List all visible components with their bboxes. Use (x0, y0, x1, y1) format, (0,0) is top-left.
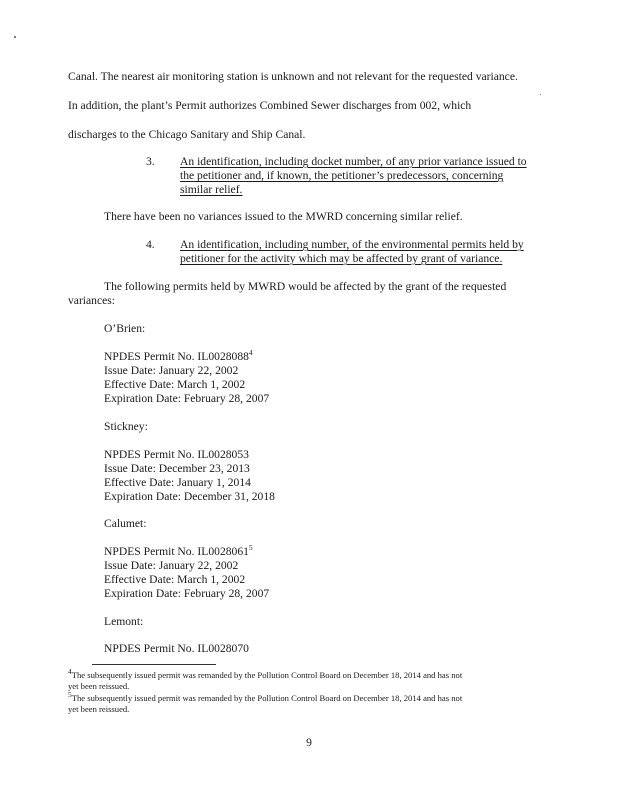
permit-number: NPDES Permit No. IL0028053 (104, 448, 249, 461)
issue-date: Issue Date: December 23, 2013 (104, 462, 250, 475)
paragraph-line: The following permits held by MWRD would be affected by the grant of the requested (104, 280, 507, 293)
permit-number (104, 350, 253, 364)
plant-name: Lemont: (104, 615, 144, 628)
footnote-marker: 4 (68, 667, 72, 677)
item-heading: petitioner for the activity which may be affected by grant of variance. (180, 252, 503, 265)
item-heading: An identification, including docket number, of any prior variance issued to (180, 155, 527, 168)
effective-date: Effective Date: January 1, 2014 (104, 476, 251, 489)
item-heading-rest: and, if known, the petitioner’s predecessors, concerning (241, 169, 504, 182)
item-number: 4. (146, 238, 155, 251)
plant-name: Stickney: (104, 420, 148, 433)
permit-number (104, 545, 253, 559)
footnote-ref[interactable]: 4 (248, 348, 253, 358)
plant-name: Calumet: (104, 517, 147, 530)
footnote-4 (68, 667, 463, 681)
footnote-text: The subsequently issued permit was remanded by the Pollution Control Board on December 18, 2014 and has not (71, 670, 463, 680)
item-heading: An identification, including number, of the environmental permits held by (180, 238, 524, 251)
expiration-date: Expiration Date: December 31, 2018 (104, 490, 275, 503)
scan-speck (14, 36, 16, 38)
footnote-5 (68, 690, 463, 704)
permit-number-text: NPDES Permit No. IL0028088 (104, 350, 249, 363)
scan-speck (540, 94, 541, 95)
item-heading: similar relief. (180, 183, 243, 196)
paragraph-line: discharges to the Chicago Sanitary and Ship Canal. (68, 128, 306, 141)
effective-date: Effective Date: March 1, 2002 (104, 573, 246, 586)
expiration-date: Expiration Date: February 28, 2007 (104, 587, 270, 600)
footnote-rule (92, 664, 216, 665)
page-number: 9 (306, 736, 312, 749)
footnote-text: The subsequently issued permit was remanded by the Pollution Control Board on December 18, 2014 and has not (71, 693, 463, 703)
expiration-date: Expiration Date: February 28, 2007 (104, 392, 270, 405)
footnote-marker: 5 (68, 690, 72, 700)
item-number: 3. (146, 155, 155, 168)
issue-date: Issue Date: January 22, 2002 (104, 364, 239, 377)
paragraph-line: In addition, the plant’s Permit authorizes Combined Sewer discharges from 002, which (68, 99, 472, 112)
item-heading (180, 169, 503, 183)
permit-number-text: NPDES Permit No. IL0028061 (104, 545, 249, 558)
permit-number: NPDES Permit No. IL0028070 (104, 642, 249, 655)
paragraph-line: There have been no variances issued to the MWRD concerning similar relief. (104, 210, 463, 223)
footnote-ref[interactable]: 5 (248, 543, 253, 553)
effective-date: Effective Date: March 1, 2002 (104, 378, 246, 391)
plant-name: O’Brien: (104, 322, 146, 335)
item-heading-underlined: the petitioner (180, 169, 242, 182)
footnote-4-cont: yet been reissued. (68, 681, 130, 691)
paragraph-line: variances: (68, 294, 115, 307)
paragraph-line: Canal. The nearest air monitoring station is unknown and not relevant for the requested variance. (68, 70, 518, 83)
footnote-5-cont: yet been reissued. (68, 704, 130, 714)
issue-date: Issue Date: January 22, 2002 (104, 559, 239, 572)
